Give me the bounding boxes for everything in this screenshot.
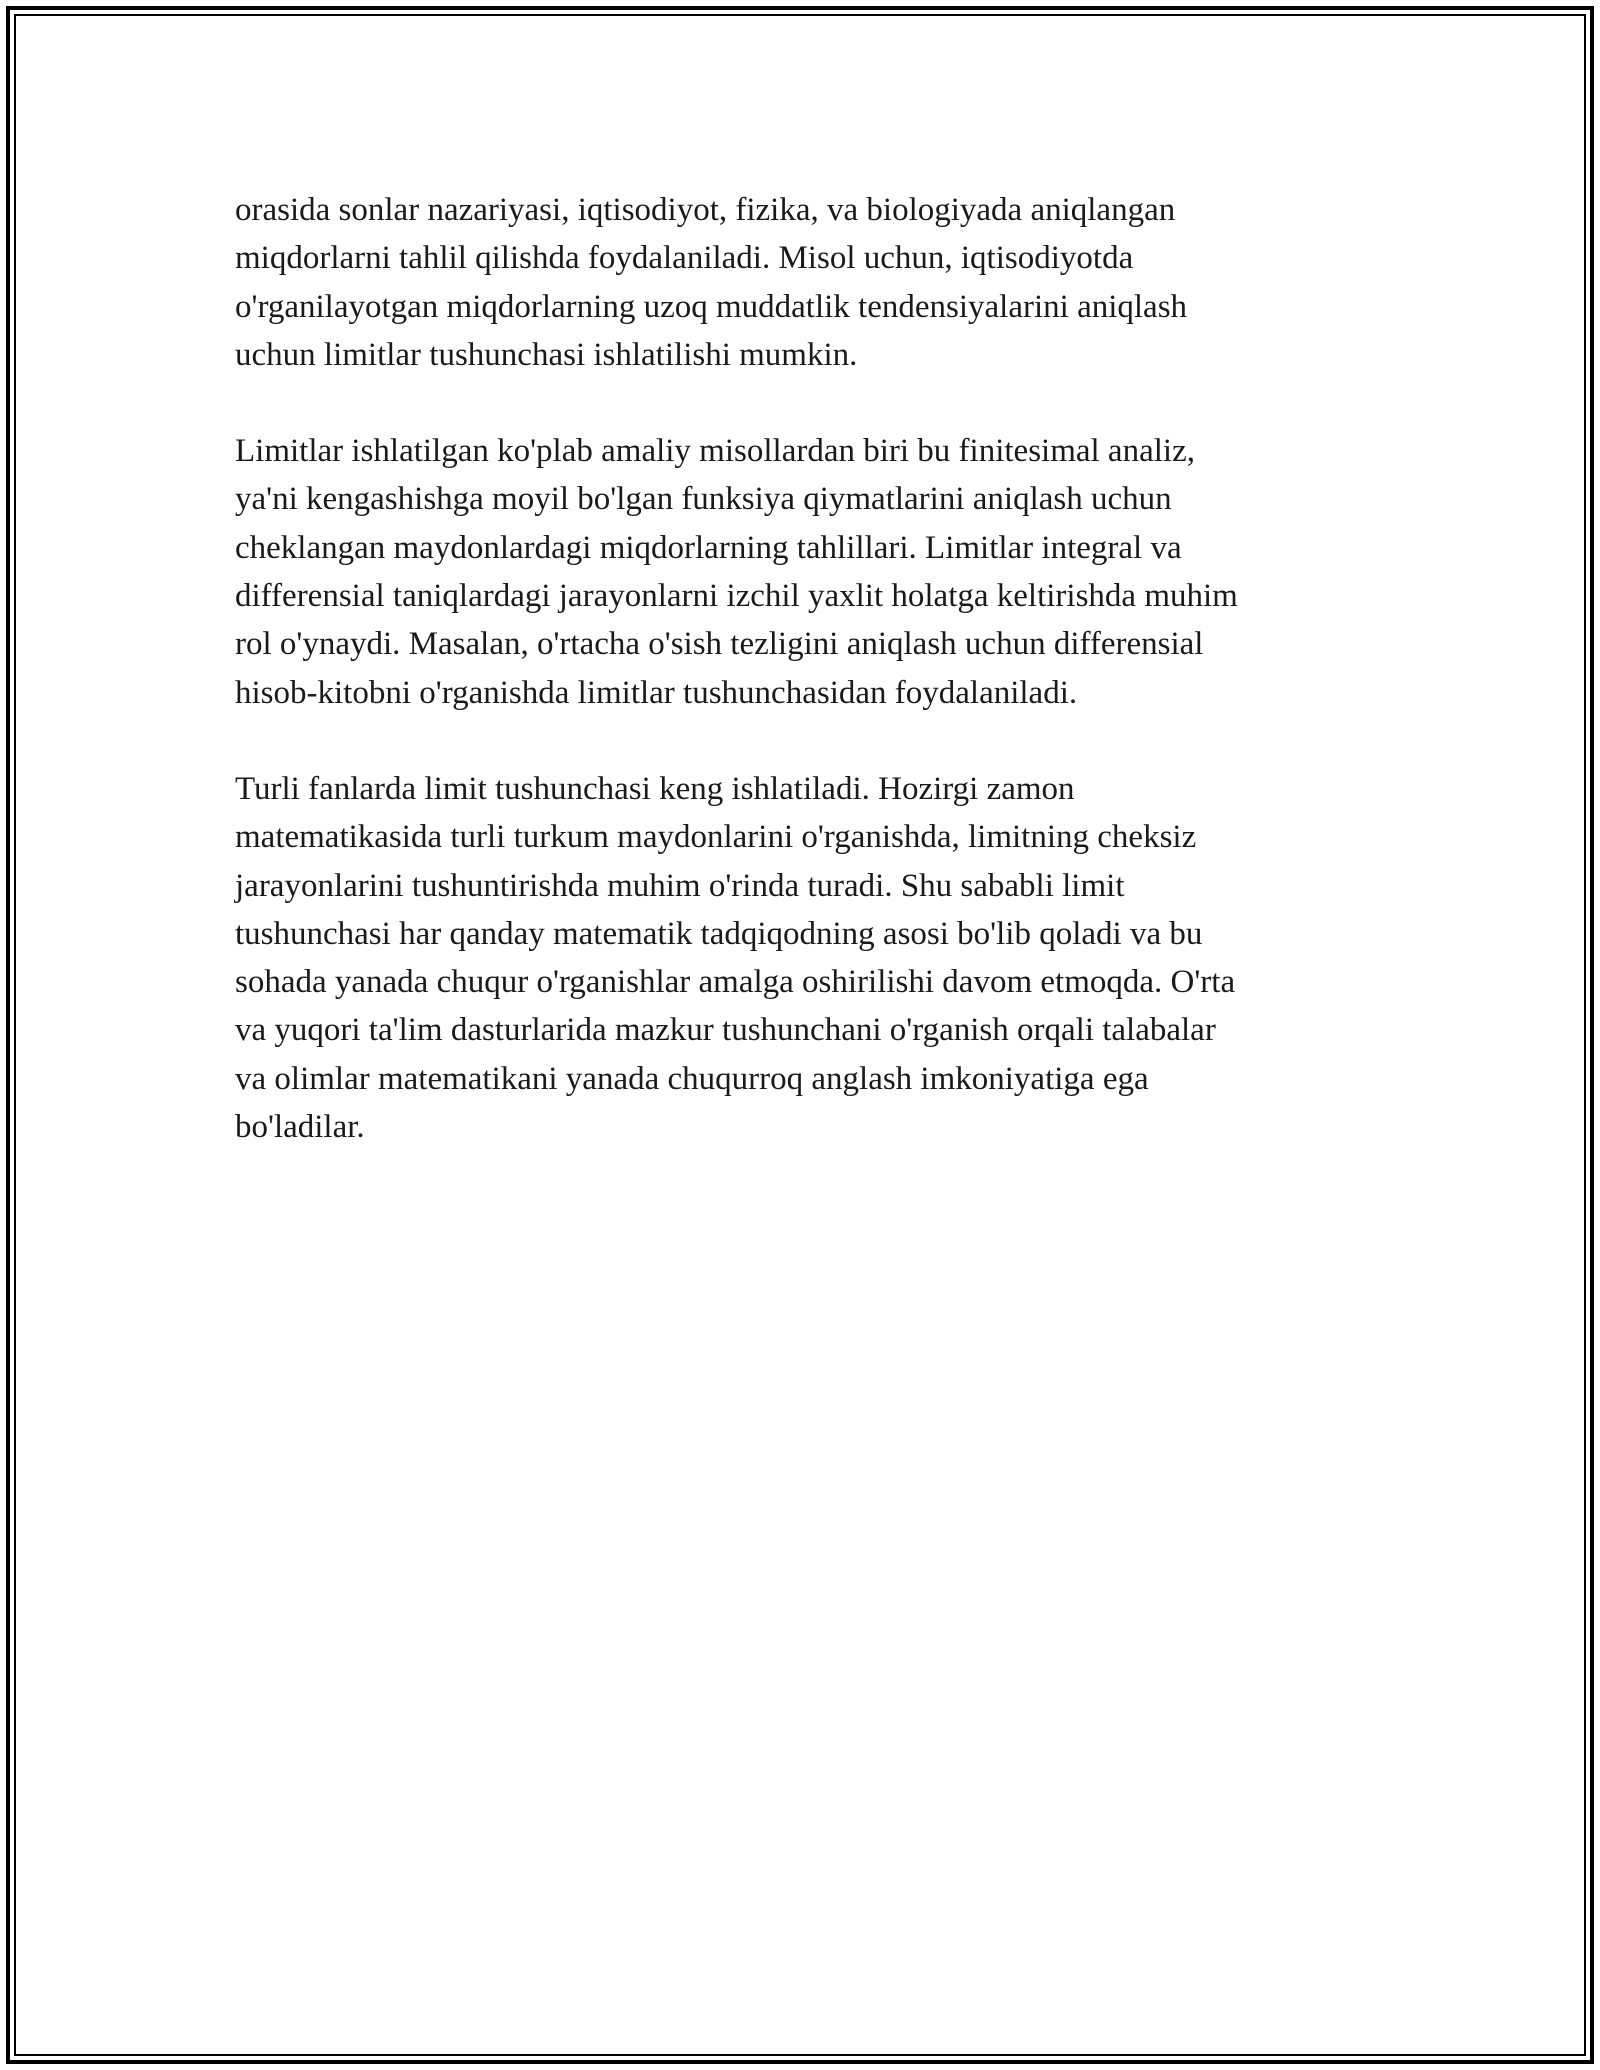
document-body [235, 186, 1360, 1199]
text-line: ya'ni kengashishga moyil bo'lgan funksiya qiymatlarini aniqlash uchun [235, 481, 1172, 518]
paragraph-2 [235, 427, 1360, 717]
text-line: o'rganilayotgan miqdorlarning uzoq muddatlik tendensiyalarini aniqlash [235, 288, 1188, 325]
text-line: matematikasida turli turkum maydonlarini o'rganishda, limitning cheksiz [235, 819, 1197, 856]
text-line: rol o'ynaydi. Masalan, o'rtacha o'sish tezligini aniqlash uchun differensial [235, 626, 1204, 663]
text-line: va yuqori ta'lim dasturlarida mazkur tushunchani o'rganish orqali talabalar [235, 1012, 1216, 1049]
text-line: orasida sonlar nazariyasi, iqtisodiyot, fizika, va biologiyada aniqlangan [235, 192, 1176, 228]
paragraph-1 [235, 186, 1360, 379]
text-line: va olimlar matematikani yanada chuqurroq anglash imkoniyatiga ega [235, 1060, 1149, 1097]
text-line: miqdorlarni tahlil qilishda foydalaniladi. Misol uchun, iqtisodiyotda [235, 240, 1134, 277]
text-line: differensial taniqlardagi jarayonlarni izchil yaxlit holatga keltirishda muhim [235, 578, 1238, 615]
text-line: Limitlar ishlatilgan ko'plab amaliy misollardan biri bu finitesimal analiz, [235, 433, 1195, 470]
text-line: cheklangan maydonlardagi miqdorlarning tahlillari. Limitlar integral va [235, 529, 1182, 566]
text-line: Turli fanlarda limit tushunchasi keng ishlatiladi. Hozirgi zamon [235, 770, 1075, 807]
text-line: uchun limitlar tushunchasi ishlatilishi mumkin. [235, 336, 858, 373]
text-line: hisob-kitobni o'rganishda limitlar tushunchasidan foydalaniladi. [235, 674, 1078, 711]
text-line: sohada yanada chuqur o'rganishlar amalga oshirilishi davom etmoqda. O'rta [235, 964, 1236, 1001]
text-line: jarayonlarini tushuntirishda muhim o'rinda turadi. Shu sababli limit [235, 867, 1125, 904]
text-line: tushunchasi har qanday matematik tadqiqodning asosi bo'lib qoladi va bu [235, 915, 1203, 952]
text-line: bo'ladilar. [235, 1109, 365, 1146]
paragraph-3 [235, 765, 1360, 1151]
